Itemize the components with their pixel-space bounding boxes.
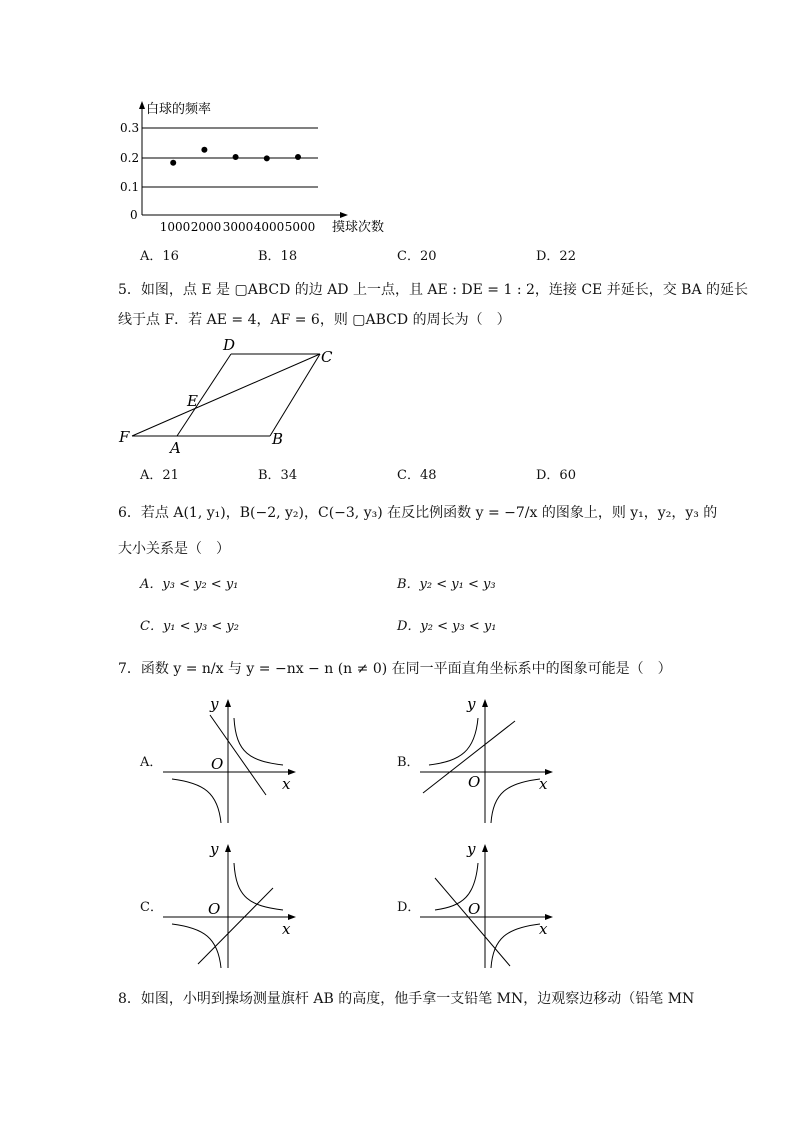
ytick-label: 0.3 [120, 121, 140, 135]
q7-option-a-label[interactable]: A． [140, 755, 163, 770]
chart-point [233, 154, 239, 160]
ytick-label: 0.2 [120, 151, 140, 165]
label-B: B [272, 430, 284, 448]
x-axis-label: x [282, 920, 291, 938]
segment-AD [177, 354, 231, 436]
chart-point [170, 160, 176, 166]
parallelogram-figure [110, 336, 350, 456]
hyperbola-q2 [429, 718, 478, 765]
y-axis-label: y [210, 695, 219, 713]
q8-text-line1: 8．如图，小明到操场测量旗杆 AB 的高度，他手拿一支铅笔 MN，边观察边移动（铅笔 MN [118, 991, 695, 1007]
y-axis-arrow [482, 699, 488, 707]
q4-option-c[interactable]: C．20 [397, 249, 437, 264]
origin-label: O [468, 900, 481, 918]
q5-option-c[interactable]: C．48 [397, 468, 437, 483]
q7-option-c-label[interactable]: C． [140, 900, 163, 915]
frequency-chart [110, 95, 410, 245]
q6-text-line1: 6．若点 A(1, y₁)，B(−2, y₂)，C(−3, y₃) 在反比例函数 y = −7/x 的图象上，则 y₁，y₂，y₃ 的 [118, 505, 718, 521]
label-D: D [223, 336, 236, 354]
y-axis-label: y [467, 695, 476, 713]
y-axis-label: y [467, 840, 476, 858]
origin-label: O [208, 900, 221, 918]
line [435, 878, 510, 966]
x-axis-label: x [282, 775, 291, 793]
x-axis-label: x [539, 920, 548, 938]
segment-FC [132, 354, 320, 436]
label-E: E [187, 392, 198, 410]
chart-point [201, 147, 207, 153]
q5-option-b[interactable]: B．34 [258, 468, 298, 483]
hyperbola-q1 [234, 718, 283, 765]
x-axis-label: x [539, 775, 548, 793]
xtick-label: 2000 [190, 220, 222, 234]
chart-point [264, 155, 270, 161]
q6-option-d[interactable]: D．y₂ < y₃ < y₁ [397, 619, 497, 634]
q7-graph-c[interactable] [158, 838, 303, 973]
chart-ylabel: 白球的频率 [146, 102, 212, 117]
xtick-label: 3000 [222, 220, 254, 234]
q6-text-line2: 大小关系是（ ） [118, 541, 230, 557]
hyperbola-q4 [491, 779, 540, 823]
xtick-label: 4000 [253, 220, 285, 234]
label-C: C [321, 348, 333, 366]
q4-option-b[interactable]: B．18 [258, 249, 298, 264]
label-F: F [119, 428, 130, 446]
q7-text-line1: 7．函数 y = n/x 与 y = −nx − n (n ≠ 0) 在同一平面直角坐标系中的图象可能是（ ） [118, 661, 672, 677]
segment-BC [270, 354, 320, 436]
q7-option-b-label[interactable]: B． [397, 755, 420, 770]
origin-label: O [211, 755, 224, 773]
hyperbola-q3 [172, 924, 221, 968]
q5-text-line2: 线于点 F．若 AE = 4，AF = 6，则 ▢ABCD 的周长为（ ） [118, 312, 511, 328]
q4-option-d[interactable]: D．22 [536, 249, 576, 264]
q4-option-a[interactable]: A．16 [140, 249, 179, 264]
q7-graph-b[interactable] [415, 693, 560, 828]
y-axis-arrow [225, 844, 231, 852]
q6-option-a[interactable]: A．y₃ < y₂ < y₁ [140, 577, 239, 592]
ytick-label: 0 [130, 208, 138, 222]
q5-option-d[interactable]: D．60 [536, 468, 576, 483]
origin-label: O [468, 773, 481, 791]
xtick-label: 1000 [159, 220, 191, 234]
q6-option-c[interactable]: C．y₁ < y₃ < y₂ [140, 619, 239, 634]
label-A: A [170, 439, 181, 456]
chart-x-arrow [340, 212, 348, 218]
q7-option-d-label[interactable]: D． [397, 900, 421, 915]
ytick-label: 0.1 [120, 180, 140, 194]
y-axis-arrow [482, 844, 488, 852]
q7-graph-a[interactable] [158, 693, 303, 828]
chart-xlabel: 摸球次数 [332, 220, 385, 235]
chart-points [170, 147, 301, 166]
y-axis-label: y [210, 840, 219, 858]
y-axis-arrow [225, 699, 231, 707]
q6-option-b[interactable]: B．y₂ < y₁ < y₃ [397, 577, 496, 592]
hyperbola-q4 [491, 924, 540, 968]
xtick-label: 5000 [284, 220, 316, 234]
chart-point [295, 154, 301, 160]
q5-option-a[interactable]: A．21 [140, 468, 179, 483]
hyperbola-q3 [172, 779, 221, 823]
chart-y-arrow [139, 101, 145, 109]
q7-graph-d[interactable] [415, 838, 560, 973]
q5-text-line1: 5．如图，点 E 是 ▢ABCD 的边 AD 上一点，且 AE : DE = 1 : 2，连接 CE 并延长，交 BA 的延长 [118, 282, 749, 298]
